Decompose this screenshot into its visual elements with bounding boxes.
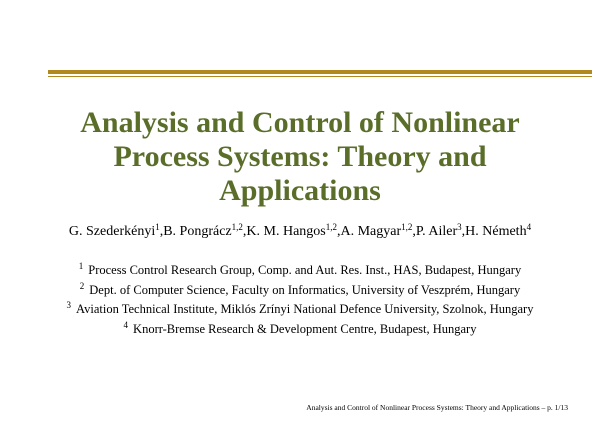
author-affil-mark: 1: [155, 222, 160, 232]
author-separator: ,: [461, 224, 466, 239]
affiliation: [0, 320, 600, 340]
affiliation-number: 4: [123, 319, 129, 330]
author-affil-mark: 3: [457, 222, 462, 232]
author: [69, 224, 163, 239]
author-separator: ,: [159, 224, 164, 239]
author-list: [0, 223, 600, 241]
author-name: K. M. Hangos: [246, 224, 326, 239]
author-name: H. Németh: [465, 224, 527, 239]
author: [246, 224, 340, 239]
author: [465, 224, 531, 239]
affiliation-number: 1: [78, 261, 84, 271]
affiliation: [0, 261, 600, 281]
author-name: P. Ailer: [415, 224, 458, 239]
title-line: Applications: [219, 174, 381, 207]
author-separator: ,: [412, 224, 416, 239]
affiliation-text: Knorr-Bremse Research & Development Centre, Budapest, Hungary: [133, 321, 477, 336]
author: [341, 224, 416, 239]
author-affil-mark: 1,2: [401, 222, 413, 232]
author-separator: ,: [242, 224, 247, 239]
affiliation: [0, 281, 600, 301]
author-name: G. Szederkényi: [68, 224, 156, 239]
author-name: B. Pongrácz: [163, 224, 232, 239]
affiliation-text: Aviation Technical Institute, Miklós Zrínyi National Defence University, Szolnok, Hungary: [76, 302, 534, 316]
affiliation-text: Dept. of Computer Science, Faculty on Informatics, University of Veszprém, Hungary: [89, 282, 521, 297]
author: [416, 224, 465, 239]
affiliation-list: [0, 261, 600, 339]
slide-footer: Analysis and Control of Nonlinear Process Systems: Theory and Applications – p. 1/13: [306, 403, 568, 412]
header-rule-thick: [48, 70, 592, 74]
affiliation-number: 3: [66, 300, 71, 310]
author-name: A. Magyar: [340, 224, 402, 239]
title-line: Process Systems: Theory and: [113, 140, 487, 173]
affiliation-number: 2: [79, 280, 85, 291]
slide-title: [0, 106, 600, 208]
author-affil-mark: 4: [526, 222, 532, 232]
author-separator: ,: [337, 224, 341, 239]
affiliation-text: Process Control Research Group, Comp. and Aut. Res. Inst., HAS, Budapest, Hungary: [88, 263, 522, 277]
affiliation: [0, 300, 600, 320]
author: [163, 224, 246, 239]
author-affil-mark: 1,2: [325, 222, 337, 232]
title-line: Analysis and Control of Nonlinear: [80, 106, 520, 139]
header-rule-thin: [48, 76, 592, 77]
author-affil-mark: 1,2: [231, 222, 243, 232]
